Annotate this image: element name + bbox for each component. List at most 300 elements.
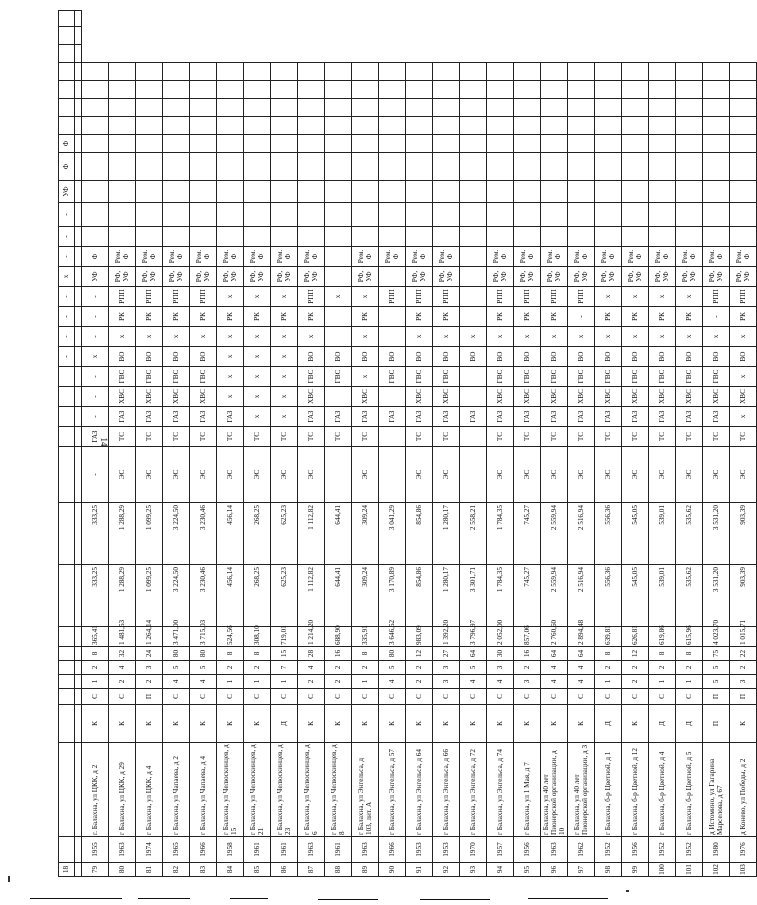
row-number: 92 [433, 863, 460, 877]
attr-c2: С [568, 689, 595, 705]
service-e3: ГАЗ [406, 407, 433, 427]
service-e1: ЭС [217, 447, 244, 503]
row-number: 102 [703, 863, 730, 877]
table-row [649, 11, 676, 877]
empty-cell [136, 227, 163, 247]
service-e5: ГВС [595, 367, 622, 387]
service-e3: ГАЗ [136, 407, 163, 427]
empty-cell [622, 63, 649, 81]
empty-cell [514, 99, 541, 117]
attr-c4: 2 [514, 661, 541, 675]
address-cell: г Балахна, ул Челюскинцев, д 21 [244, 743, 271, 837]
head-cell: - [59, 347, 75, 367]
service-e4: ХВС [136, 387, 163, 407]
empty-cell [109, 153, 136, 181]
value-v1: 539,01 [649, 565, 676, 627]
empty-cell [190, 181, 217, 203]
head-cell: х [59, 267, 75, 287]
service-e11: Рем. Ф [190, 247, 217, 267]
empty-cell [379, 181, 406, 203]
row-number: 87 [298, 863, 325, 877]
service-e9: РПП [487, 287, 514, 307]
service-e8: РК [163, 307, 190, 327]
service-e2: ТС [595, 427, 622, 447]
table-row [406, 11, 433, 877]
attr-c2: С [514, 689, 541, 705]
service-e1: ЭС [649, 447, 676, 503]
service-e2: ТС [487, 427, 514, 447]
empty-cell [541, 181, 568, 203]
row-number: 94 [487, 863, 514, 877]
service-e4: ХВС [514, 387, 541, 407]
attr-c1: К [298, 705, 325, 743]
service-e7: х [163, 327, 190, 347]
empty-cell [271, 227, 298, 247]
service-e7: х [352, 327, 379, 347]
service-e6: ВО [676, 347, 703, 367]
empty-cell [568, 63, 595, 81]
service-e10: РФ, УФ [649, 267, 676, 287]
service-e5: ГВС [163, 367, 190, 387]
service-e5: - [82, 367, 109, 387]
value-v1: 3 170,89 [379, 565, 406, 627]
service-e10: РФ, УФ [244, 267, 271, 287]
service-e9: х [622, 287, 649, 307]
head-cell [59, 627, 75, 647]
head-cell [59, 27, 75, 45]
head-cell: 18 [59, 863, 75, 877]
service-e3: - [82, 407, 109, 427]
build-year: 1957 [487, 837, 514, 863]
value-v2: 2 516,94 [568, 503, 595, 565]
service-e11: Рем. Ф [109, 247, 136, 267]
attr-c5: 8 [595, 647, 622, 661]
service-e7 [379, 327, 406, 347]
service-e10 [379, 267, 406, 287]
service-e2: ТС [136, 427, 163, 447]
build-year: 1955 [82, 837, 109, 863]
table-row [541, 11, 568, 877]
empty-cell [595, 181, 622, 203]
service-e7: х [514, 327, 541, 347]
service-e3: ГАЗ [325, 407, 352, 427]
attr-c1: К [109, 705, 136, 743]
service-e6: ВО [703, 347, 730, 367]
value-area: 639,81 [595, 627, 622, 647]
empty-cell [676, 117, 703, 135]
build-year: 1953 [433, 837, 460, 863]
table-row [730, 11, 757, 877]
attr-c4: 2 [676, 661, 703, 675]
blank-cell [75, 647, 82, 661]
row-number: 84 [217, 863, 244, 877]
value-v1: 2 559,94 [541, 565, 568, 627]
service-e6: ВО [595, 347, 622, 367]
attr-c2: С [217, 689, 244, 705]
service-e4: ХВС [568, 387, 595, 407]
empty-cell [622, 135, 649, 153]
service-e4 [460, 387, 487, 407]
table-row [514, 11, 541, 877]
empty-cell [136, 117, 163, 135]
blank-cell [75, 447, 82, 503]
empty-cell [541, 117, 568, 135]
service-e5: ГВС [136, 367, 163, 387]
service-e5: х [244, 367, 271, 387]
attr-c5: 80 [163, 647, 190, 661]
blank-cell [75, 287, 82, 307]
service-e1: ЭС [514, 447, 541, 503]
service-e1: ЭС [676, 447, 703, 503]
attr-c2: С [487, 689, 514, 705]
table-blank-row [75, 11, 82, 877]
value-v1: 333,25 [82, 565, 109, 627]
service-e6: ВО [622, 347, 649, 367]
service-e1: ЭС [352, 447, 379, 503]
empty-cell [514, 81, 541, 99]
service-e7: х [298, 327, 325, 347]
empty-cell [460, 117, 487, 135]
empty-cell [163, 135, 190, 153]
address-cell: г Балахна, б-р Цветной, д 1 [595, 743, 622, 837]
head-cell: Ф [59, 135, 75, 153]
empty-cell [271, 181, 298, 203]
blank-cell [75, 327, 82, 347]
service-e3: х [730, 407, 757, 427]
value-area: 2 760,60 [541, 627, 568, 647]
empty-cell [109, 227, 136, 247]
attr-c3: 4 [460, 675, 487, 689]
attr-c5: 8 [217, 647, 244, 661]
attr-c1: Д [595, 705, 622, 743]
empty-cell [406, 117, 433, 135]
service-e11: Рем. Ф [271, 247, 298, 267]
service-e2: ТС [325, 427, 352, 447]
empty-cell [109, 63, 136, 81]
empty-cell [703, 181, 730, 203]
address-cell: г Балахна, ул Челюскинцев, д 8 [325, 743, 352, 837]
attr-c1: К [730, 705, 757, 743]
empty-cell [190, 135, 217, 153]
empty-cell [190, 81, 217, 99]
empty-cell [460, 181, 487, 203]
service-e9: РПП [190, 287, 217, 307]
value-v2: 1 099,25 [136, 503, 163, 565]
empty-cell [703, 153, 730, 181]
value-v2: 2 558,21 [460, 503, 487, 565]
attr-c1: К [217, 705, 244, 743]
head-cell [59, 387, 75, 407]
build-year: 1963 [352, 837, 379, 863]
empty-cell [406, 153, 433, 181]
attr-c1: К [487, 705, 514, 743]
value-area: 3 796,97 [460, 627, 487, 647]
service-e6: ВО [352, 347, 379, 367]
attr-c5: 16 [325, 647, 352, 661]
service-e4: ХВС [676, 387, 703, 407]
value-area: 857,06 [514, 627, 541, 647]
service-e8: РК [298, 307, 325, 327]
empty-cell [244, 63, 271, 81]
service-e9: РПП [163, 287, 190, 307]
attr-c4: 5 [163, 661, 190, 675]
empty-cell [541, 203, 568, 227]
value-v1: 3 301,71 [460, 565, 487, 627]
empty-cell [703, 117, 730, 135]
empty-cell [649, 203, 676, 227]
address-cell: г Балахна, ул 40 лет Пионерской организации, д 10 [541, 743, 568, 837]
service-e5: х [217, 367, 244, 387]
service-e9: РПП [136, 287, 163, 307]
head-cell [59, 367, 75, 387]
service-e8 [325, 307, 352, 327]
empty-cell [514, 181, 541, 203]
service-e10: РФ, УФ [568, 267, 595, 287]
empty-cell [703, 135, 730, 153]
value-area: 619,86 [649, 627, 676, 647]
empty-cell [190, 153, 217, 181]
service-e7: х [622, 327, 649, 347]
blank-cell [75, 627, 82, 647]
attr-c2: С [352, 689, 379, 705]
head-cell [59, 675, 75, 689]
service-e4: ХВС [487, 387, 514, 407]
empty-cell [379, 135, 406, 153]
service-e1: ЭС [595, 447, 622, 503]
service-e10: РФ, УФ [433, 267, 460, 287]
blank-cell [75, 181, 82, 203]
empty-cell [325, 203, 352, 227]
attr-c3: 1 [271, 675, 298, 689]
service-e6: ВО [190, 347, 217, 367]
attr-c4: 3 [433, 661, 460, 675]
service-e10: УФ [82, 267, 109, 287]
head-cell: - [59, 307, 75, 327]
service-e6: ВО [406, 347, 433, 367]
empty-cell [82, 153, 109, 181]
build-year: 1974 [136, 837, 163, 863]
service-e7: х [460, 327, 487, 347]
attr-c1: К [379, 705, 406, 743]
address-cell: д Истомино, ул Гагарина Марселова, д 67 [703, 743, 730, 837]
address-cell: г Балахна, ул Энгельса, д 66 [433, 743, 460, 837]
service-e6: ВО [163, 347, 190, 367]
value-v1: 268,25 [244, 565, 271, 627]
attr-c3: 4 [163, 675, 190, 689]
value-v2: 535,62 [676, 503, 703, 565]
attr-c1: П [703, 705, 730, 743]
value-v2: 3 041,29 [379, 503, 406, 565]
attr-c5: 64 [541, 647, 568, 661]
address-cell: г Балахна, ул Челюскинцев, д 6 [298, 743, 325, 837]
empty-cell [163, 99, 190, 117]
attr-c4: 2 [595, 661, 622, 675]
service-e5: ГВС [487, 367, 514, 387]
head-cell [59, 45, 75, 63]
attr-c5: 12 [406, 647, 433, 661]
empty-cell [217, 81, 244, 99]
service-e10: РФ, УФ [136, 267, 163, 287]
empty-cell [109, 135, 136, 153]
attr-c3: 2 [622, 675, 649, 689]
attr-c5: 32 [109, 647, 136, 661]
attr-c2: С [595, 689, 622, 705]
service-e7 [325, 327, 352, 347]
blank-cell [75, 427, 82, 447]
service-e9 [460, 287, 487, 307]
empty-cell [82, 227, 109, 247]
value-v1: 3 531,20 [703, 565, 730, 627]
service-e5 [460, 367, 487, 387]
attr-c4: 2 [217, 661, 244, 675]
table-row [433, 11, 460, 877]
blank-cell [75, 117, 82, 135]
service-e3: ГАЗ [541, 407, 568, 427]
service-e6: ВО [730, 347, 757, 367]
attr-c1: К [541, 705, 568, 743]
empty-cell [676, 203, 703, 227]
empty-cell [163, 181, 190, 203]
empty-cell [703, 81, 730, 99]
service-e11: Рем. Ф [352, 247, 379, 267]
service-e4: ХВС [730, 387, 757, 407]
service-e5: ГВС [109, 367, 136, 387]
attr-c3: 1 [676, 675, 703, 689]
attr-c2: С [649, 689, 676, 705]
value-v1: 1 288,29 [109, 565, 136, 627]
service-e2: ТС [433, 427, 460, 447]
value-area: 1 481,53 [109, 627, 136, 647]
value-v1: 3 230,46 [190, 565, 217, 627]
service-e11: Рем. Ф [217, 247, 244, 267]
service-e6: ВО [568, 347, 595, 367]
value-area: 1 264,14 [136, 627, 163, 647]
attr-c3: 4 [190, 675, 217, 689]
service-e6: ВО [541, 347, 568, 367]
empty-cell [568, 181, 595, 203]
empty-cell [568, 135, 595, 153]
service-e9: РПП [109, 287, 136, 307]
value-area: 3 646,52 [379, 627, 406, 647]
empty-cell [460, 227, 487, 247]
address-cell: д Конево, ул Победы, д 2 [730, 743, 757, 837]
table-row [325, 11, 352, 877]
service-e3: ГАЗ [190, 407, 217, 427]
attr-c4: 3 [487, 661, 514, 675]
service-e11: Рем. Ф [730, 247, 757, 267]
empty-cell [487, 117, 514, 135]
service-e8: РК [622, 307, 649, 327]
service-e4: ХВС [190, 387, 217, 407]
service-e9: РПП [298, 287, 325, 307]
empty-cell [433, 181, 460, 203]
service-e3: ГАЗ [676, 407, 703, 427]
empty-cell [163, 153, 190, 181]
service-e4: ХВС [595, 387, 622, 407]
empty-cell [460, 135, 487, 153]
service-e3: ГАЗ [433, 407, 460, 427]
attr-c3: 1 [352, 675, 379, 689]
value-v2: 1 288,29 [109, 503, 136, 565]
empty-cell [487, 63, 514, 81]
attr-c2: С [109, 689, 136, 705]
service-e11: Рем. Ф [568, 247, 595, 267]
empty-cell [433, 117, 460, 135]
service-e4 [379, 387, 406, 407]
service-e11: Рем. Ф [541, 247, 568, 267]
empty-cell [568, 203, 595, 227]
build-year: 1956 [514, 837, 541, 863]
service-e1: ЭС [271, 447, 298, 503]
build-year: 1961 [271, 837, 298, 863]
service-e8: РК [730, 307, 757, 327]
service-e7: х [568, 327, 595, 347]
empty-cell [82, 181, 109, 203]
address-cell: г Балахна, б-р Цветной, д 5 [676, 743, 703, 837]
service-e9: х [244, 287, 271, 307]
blank-cell [75, 367, 82, 387]
service-e1 [379, 447, 406, 503]
blank-cell [75, 203, 82, 227]
empty-cell [595, 117, 622, 135]
service-e2: ТС [514, 427, 541, 447]
service-e5: ГВС [433, 367, 460, 387]
empty-cell [379, 117, 406, 135]
attr-c2: П [703, 689, 730, 705]
build-year: 1965 [163, 837, 190, 863]
service-e8: РК [541, 307, 568, 327]
build-year: 1958 [217, 837, 244, 863]
empty-cell [676, 81, 703, 99]
empty-cell [136, 81, 163, 99]
address-cell: г Балахна, ул ЦКК, д 4 [136, 743, 163, 837]
scan-speck [626, 890, 629, 892]
blank-cell [75, 837, 82, 863]
service-e5: ГВС [649, 367, 676, 387]
value-v2: 745,27 [514, 503, 541, 565]
attr-c2: С [433, 689, 460, 705]
attr-c3: 3 [514, 675, 541, 689]
service-e8: - [568, 307, 595, 327]
attr-c4: 4 [541, 661, 568, 675]
table-row [109, 11, 136, 877]
table-head-row [59, 11, 75, 877]
empty-cell [163, 227, 190, 247]
service-e6: ВО [325, 347, 352, 367]
value-area: 3 715,03 [190, 627, 217, 647]
empty-cell [244, 181, 271, 203]
head-cell [59, 689, 75, 705]
service-e11 [325, 247, 352, 267]
service-e2: ТС [190, 427, 217, 447]
blank-cell [75, 227, 82, 247]
row-number: 100 [649, 863, 676, 877]
build-year: 1953 [406, 837, 433, 863]
empty-cell [352, 135, 379, 153]
service-e7: х [406, 327, 433, 347]
empty-cell [271, 135, 298, 153]
scan-artifact-line [528, 898, 608, 899]
head-cell [59, 837, 75, 863]
service-e8: РК [217, 307, 244, 327]
service-e9: х [325, 287, 352, 307]
empty-cell [217, 135, 244, 153]
empty-cell [271, 117, 298, 135]
service-e11: Рем. Ф [379, 247, 406, 267]
attr-c2: С [676, 689, 703, 705]
attr-c2: С [325, 689, 352, 705]
value-area: 688,90 [325, 627, 352, 647]
